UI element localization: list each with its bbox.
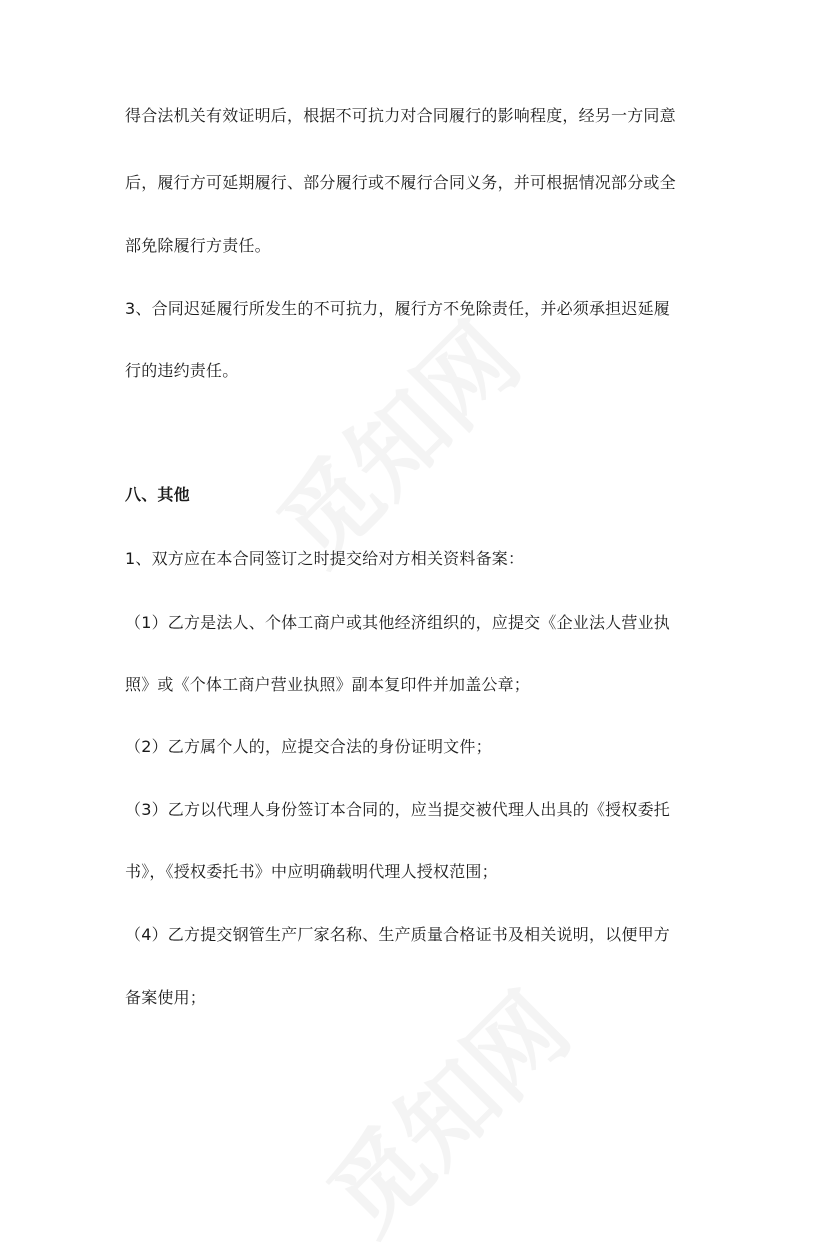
paragraph-line: 部免除履行方责任。: [125, 236, 271, 255]
paragraph-line: （1）乙方是法人、个体工商户或其他经济组织的，应提交《企业法人营业执: [125, 613, 670, 632]
paragraph-line: 备案使用；: [125, 988, 207, 1007]
watermark: [244, 288, 545, 589]
paragraph-line: 得合法机关有效证明后，根据不可抗力对合同履行的影响程度，经另一方同意: [125, 106, 676, 125]
paragraph-line: 书》，《授权委托书》中应明确载明代理人授权范围；: [125, 862, 498, 881]
paragraph-line: 3、合同迟延履行所发生的不可抗力，履行方不免除责任，并必须承担迟延履: [125, 299, 670, 318]
paragraph-line: 照》或《个体工商户营业执照》副本复印件并加盖公章；: [125, 675, 531, 694]
paragraph-line: （2）乙方属个人的，应提交合法的身份证明文件；: [125, 737, 492, 756]
paragraph-line: （3）乙方以代理人身份签订本合同的，应当提交被代理人出具的《授权委托: [125, 800, 670, 819]
watermark: [294, 958, 595, 1259]
paragraph-line: 1、双方应在本合同签订之时提交给对方相关资料备案：: [125, 549, 525, 568]
paragraph-line: （4）乙方提交钢管生产厂家名称、生产质量合格证书及相关说明，以便甲方: [125, 925, 670, 944]
paragraph-line: 后，履行方可延期履行、部分履行或不履行合同义务，并可根据情况部分或全: [125, 173, 676, 192]
section-heading: 八、其他: [125, 485, 190, 504]
paragraph-line: 行的违约责任。: [125, 361, 239, 380]
